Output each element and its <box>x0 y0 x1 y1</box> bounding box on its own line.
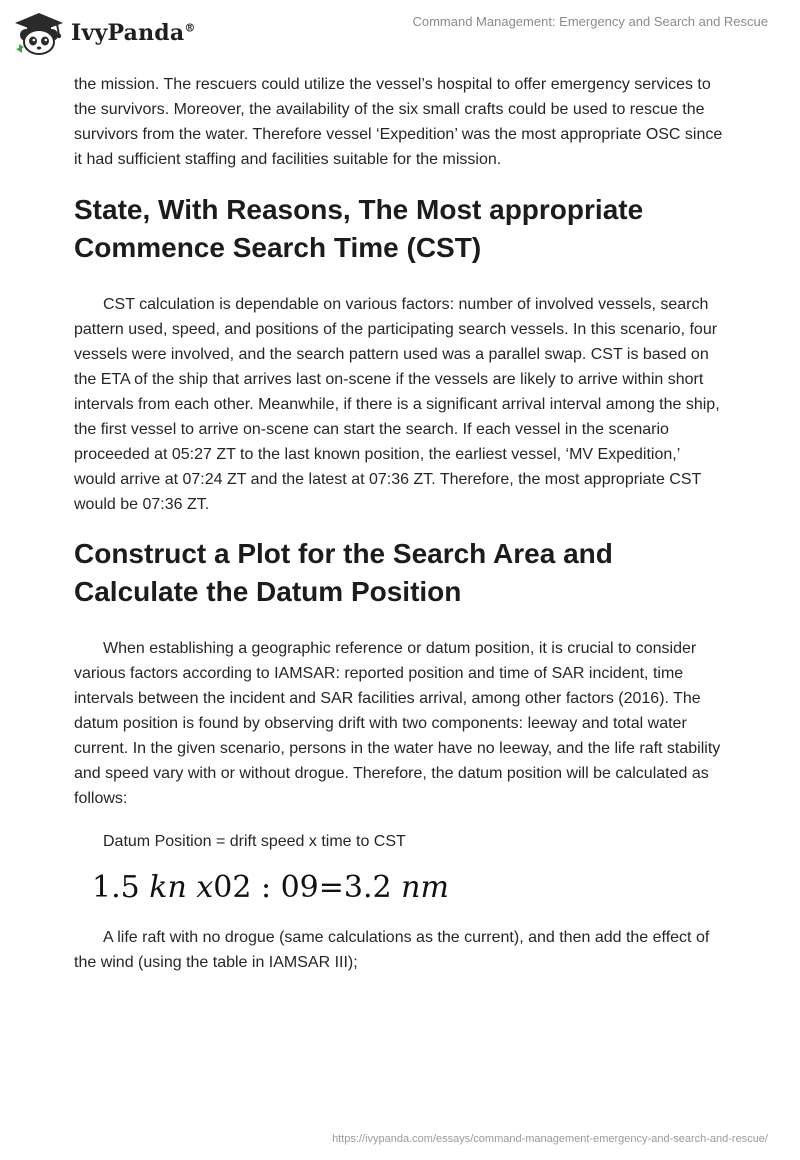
paragraph-datum: When establishing a geographic reference or datum position, it is crucial to consider various factors according to IAMSAR: reported position and time of SAR incident, time intervals between the incident and SAR facilities arrival, among other factors (2016). The datum position is found by observing drift with two components: leeway and total water current. In the given scenario, persons in the water have no leeway, and the life raft stability and speed vary with or without drogue. Therefore, the datum position will be calculated as follows: <box>74 640 721 807</box>
heading-cst: State, With Reasons, The Most appropriate Commence Search Time (CST) <box>74 194 644 263</box>
equation-time: 02 : 09 <box>213 870 319 905</box>
paragraph-cst: CST calculation is dependable on various factors: number of involved vessels, search pattern used, speed, and positions of the participating search vessels. In this scenario, four vessels were involved, and the search pattern used was a parallel swap. CST is based on the ETA of the ship that arrives last on-scene if the vessels are likely to arrive within short intervals from each other. Meanwhile, if there is a significant arrival interval among the ship, the first vessel to arrive on-scene can start the search. If each vessel in the scenario proceeded at 05:27 ZT to the last known position, the earliest vessel, ‘MV Expedition,’ would arrive at 07:24 ZT and the latest at 07:36 ZT. Therefore, the most appropriate CST would be 07:36 ZT. <box>74 296 720 513</box>
paragraph-intro: the mission. The rescuers could utilize the vessel’s hospital to offer emergency services to the survivors. Moreover, the availability of the six small crafts could be used to rescue the survivors from the water. Therefore vessel ‘Expedition’ was the most appropriate OSC since it had sufficient staffing and facilities suitable for the mission. <box>74 76 723 168</box>
formula-label: Datum Position = drift speed x time to CST <box>103 833 406 850</box>
paragraph-liferaft: A life raft with no drogue (same calculations as the current), and then add the effect of the wind (using the table in IAMSAR III); <box>74 929 710 971</box>
equation-speed-unit: kn <box>149 870 187 905</box>
page-header <box>0 0 800 70</box>
datum-equation <box>92 868 724 908</box>
equation-result: 3.2 <box>343 870 392 905</box>
equation-result-unit: nm <box>401 870 449 905</box>
logo-wordmark: IvyPanda® <box>71 20 196 46</box>
equation-operator: x <box>196 870 214 905</box>
document-title: Command Management: Emergency and Search and Rescue <box>412 14 768 29</box>
source-url[interactable]: https://ivypanda.com/essays/command-management-emergency-and-search-and-rescue/ <box>332 1133 768 1145</box>
essay-content <box>74 72 724 975</box>
panda-graduate-icon <box>13 11 65 55</box>
heading-plot: Construct a Plot for the Search Area and Calculate the Datum Position <box>74 538 613 607</box>
equation-speed: 1.5 <box>92 870 140 905</box>
equation-equals: = <box>318 870 344 905</box>
ivypanda-logo[interactable] <box>13 8 223 58</box>
